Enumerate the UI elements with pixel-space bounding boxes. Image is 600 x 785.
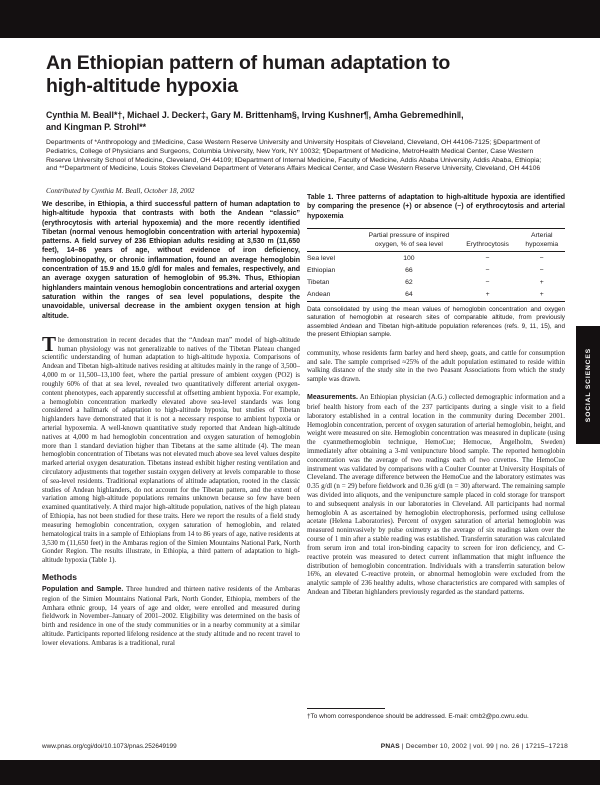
page-title (46, 52, 546, 97)
footer-citation (381, 743, 568, 750)
population-label: Population and Sample. (42, 585, 124, 593)
table-1 (307, 228, 565, 302)
row-pressure: 64 (361, 289, 456, 302)
row-hypoxemia: − (539, 254, 544, 262)
measurements-label: Measurements. (307, 394, 358, 402)
row-label: Tibetan (307, 279, 330, 287)
header-erythrocytosis: Erythrocytosis (457, 229, 519, 252)
bottom-banner (0, 760, 600, 785)
journal-name: PNAS (380, 743, 400, 750)
table-1-block (307, 193, 565, 340)
row-label: Sea level (307, 254, 335, 262)
row-erythrocytosis: + (457, 289, 519, 302)
table-row-sea-level (307, 252, 565, 265)
correspondence-footnote: †To whom correspondence should be addressed. E-mail: cmb2@po.cwru.edu. (307, 713, 529, 720)
table-row-tibetan (307, 277, 565, 289)
left-column (42, 200, 300, 740)
header-empty (307, 229, 361, 252)
author-list (46, 110, 556, 134)
title-line-2: high-altitude hypoxia (46, 74, 238, 97)
abstract: We describe, in Ethiopia, a third successful pattern of human adaptation to high-altitude hypoxia that contrasts with both the Andean “classic” (erythrocytosis with arterial hypoxemia) and the more recently identified Tibetan (normal venous hemoglobin concentration with arterial hypoxemia) patterns. A field survey of 236 Ethiopian adults residing at 3,530 m (11,650 feet), 14–86 years of age, without evidence of iron deficiency, hemoglobinopathy, or chronic inflammation, found an average hemoglobin concentration of 15.9 and 15.0 g/dl for males and females, respectively, and an average oxygen saturation of hemoglobin of 95.3%. Thus, Ethiopian highlanders maintain venous hemoglobin concentrations and arterial oxygen saturation within the ranges of sea level populations, despite the unavoidable, universal decrease in the ambient oxygen tension at high altitude. (42, 201, 300, 320)
authors-line-2: and Kingman P. Strohl** (46, 121, 147, 132)
col2-paragraph: community, whose residents farm barley and herd sheep, goats, and cattle for consumption and sale. The sample comprised ≈25% of the adult population estimated to reside within walking distance of the study site in the two Peasant Associations from which the study sample was drawn. (307, 348, 565, 384)
right-column (307, 193, 565, 705)
methods-heading: Methods (42, 571, 77, 582)
citation-details: | December 10, 2002 | vol. 99 | no. 26 | 17215–17218 (399, 743, 568, 750)
row-pressure: 100 (403, 254, 415, 262)
section-tab-label: SOCIAL SCIENCES (584, 347, 592, 423)
population-paragraph (42, 585, 300, 648)
footer-doi: www.pnas.org/cgi/doi/10.1073/pnas.252649199 (42, 743, 177, 750)
row-erythrocytosis: − (485, 267, 490, 275)
contributed-line: Contributed by Cynthia M. Beall, October 18, 2002 (46, 187, 195, 195)
header-pressure: Partial pressure of inspired oxygen, % of sea level (361, 229, 456, 252)
title-line-1: An Ethiopian pattern of human adaptation to (46, 52, 451, 74)
row-hypoxemia: − (539, 267, 544, 275)
row-erythrocytosis: − (485, 279, 490, 287)
measurements-text: An Ethiopian physician (A.G.) collected demographic information and a brief health history from each of the 237 participants during a single visit to a field laboratory established in a central location in the community during December 2001. Hemoglobin concentration, percent of oxygen saturation of arterial hemoglobin, height, and weight were measured on site. Hemoglobin concentration was measured in duplicate (using the cyanmethemoglobin technique, HemoCue; Hemocue, Ängelholm, Sweden) immediately after obtaining a 3-ml venipuncture blood sample. The reported hemoglobin concentration was the average of two readings each of two cuvettes. The HemoCue instrument was validated by comparisons with a Coulter Counter at University Hospitals of Cleveland. The average difference between the HemoCue and the laboratory estimates was 0.35 g/dl (n = 29) before fieldwork and 0.36 g/dl (n = 30) afterward. The remaining sample was divided into aliquots, and the venipuncture sample placed in cold storage for transport to and subsequent analysis in our laboratories in Cleveland. All participants had normal hemoglobin A as ascertained by hemoglobin electrophoresis, performed using cellulose acetate (Helena Laboratories). Percent of oxygen saturation of arterial hemoglobin was measured noninvasively by pulse oximetry as the average of six readings taken over the course of 1 min after a stable reading was established. Transferrin saturation was calculated from serum iron and total iron-binding capacity to screen for iron deficiency, and C-reactive protein was measured to detect current inflammation that might influence the distribution of hemoglobin concentration. Individuals with a transferrin saturation below 16%, an elevated C-reactive protein, or abnormal hemoglobin were excluded from the analytic sample of 236 healthy adults, whose characteristics are compared with samples of Andean and Tibetan highlanders previously regarded as the standard patterns. (307, 393, 565, 596)
row-hypoxemia: + (519, 289, 565, 302)
row-hypoxemia: + (539, 279, 544, 287)
header-hypoxemia: Arterial hypoxemia (519, 229, 565, 252)
top-banner (0, 0, 600, 38)
population-text: Three hundred and thirteen native residents of the Ambaras region of the Simien Mountains National Park, North Gonder, Ethiopia, members of the Amhara ethnic group, 14 years of age and older, were enrolled and measured during fieldwork in November–January of 2001–2002. Eligibility was determined on the basis of birth and residence in one of the study communities or in a nearby community at a similar altitude. Participants reported lifelong residence at the study altitude and no recent travel to lower elevations. Ambaras is a traditional, rural (42, 584, 300, 647)
table-caption-label: Table 1. (307, 194, 334, 201)
table-caption (307, 193, 565, 221)
row-pressure: 66 (405, 267, 413, 275)
intro-paragraph (42, 331, 300, 565)
affiliations: Departments of *Anthropology and ‡Medicine, Case Western Reserve University and University Hospitals of Cleveland, Cleveland, OH 44106-7125; §Department of Pediatrics, College of Physicians and Surgeons, Columbia University, New York, NY 10032; ¶Department of Medicine, MetroHealth Medical Center, Case Western Reserve University School of Medicine, Cleveland, OH 44109; ‖Department of Internal Medicine, Faculty of Medicine, Addis Ababa University, Addis Ababa, Ethiopia; and **Department of Medicine, Louis Stokes Cleveland Department of Veterans Affairs Medical Center, and Case Western Reserve University, Cleveland, OH 44106 (46, 139, 542, 173)
table-caption-text: Three patterns of adaptation to high-altitude hypoxia are identified by comparing the presence (+) or absence (−) of erythrocytosis and arterial hypoxemia (307, 194, 565, 220)
dropcap: T (42, 331, 57, 356)
measurements-paragraph (307, 393, 565, 597)
table-row-ethiopian (307, 264, 565, 276)
table-header-row (307, 229, 565, 252)
footnote-rule (307, 708, 385, 709)
row-erythrocytosis: − (485, 254, 490, 262)
authors-line-1: Cynthia M. Beall*†, Michael J. Decker‡, Gary M. Brittenham§, Irving Kushner¶, Amha Gebremedhin‖, (46, 110, 464, 120)
section-tab (576, 326, 600, 444)
table-footnote: Data consolidated by using the mean values of hemoglobin concentration and oxygen saturation of hemoglobin at research sites of comparable altitude, from previously assembled Andean and Tibetan high-altitude population references (refs. 9, 11, 15), and the present Ethiopian sample. (307, 306, 565, 339)
row-label: Andean (307, 289, 361, 302)
intro-text: he demonstration in recent decades that the “Andean man” model of high-altitude human physiology was not generalizable to natives of the Tibetan Plateau changed scientific understanding of human adaptation to high-altitude hypoxia. Comparisons of Andean and Tibetan high-altitude natives residing at altitudes mainly in the range of 3,500–4,000 m or 11,500–13,100 feet, where the partial pressure of ambient oxygen (PO2) is roughly 60% of that at sea level, revealed two quantitatively different arterial oxygen-content phenotypes, each apparently successful at offsetting ambient hypoxia. For example, a hemoglobin concentration markedly elevated above sea-level standards was long considered a hallmark of adaptation to high-altitude hypoxia, but studies of Tibetan highlanders have demonstrated that it is not a necessary response to ambient hypoxia or arterial hypoxemia. A well-known quantitative study reported that Andean high-altitude natives at 4,000 m had hemoglobin concentration and oxygen saturation of hemoglobin more than 1 standard deviation higher than Tibetans at the same altitude (4). The mean hemoglobin concentration of Tibetans was not elevated much above sea level values despite marked arterial oxygen desaturation. Tibetans instead exhibit higher resting ventilation and circulatory adjustments that together sustain oxygen delivery at levels comparable to those of sea-level residents. Traditional explanations of altitude adaptation, rooted in the classic studies of Andean highlanders, do not account for the Tibetan pattern, and the extent of variation among high-altitude populations remains unknown because so few have been examined quantitatively. A third major high-altitude population, natives of the high plateau of Ethiopia, has not been studied for these traits. Here we report the results of a field study measuring hemoglobin concentration, oxygen saturation of hemoglobin, and related hematological traits in a sample of Ethiopians from 14 to 86 years of age, native residents at 3,530 m (11,650 feet) in the Ambaras region of the Simien Mountains National Park, North Gonder Region. The results illustrate, in Ethiopia, a third pattern of adaptation to high-altitude hypoxia (Table 1). (42, 335, 300, 565)
row-label: Ethiopian (307, 267, 336, 275)
table-row-andean (307, 289, 565, 302)
row-pressure: 62 (405, 279, 413, 287)
